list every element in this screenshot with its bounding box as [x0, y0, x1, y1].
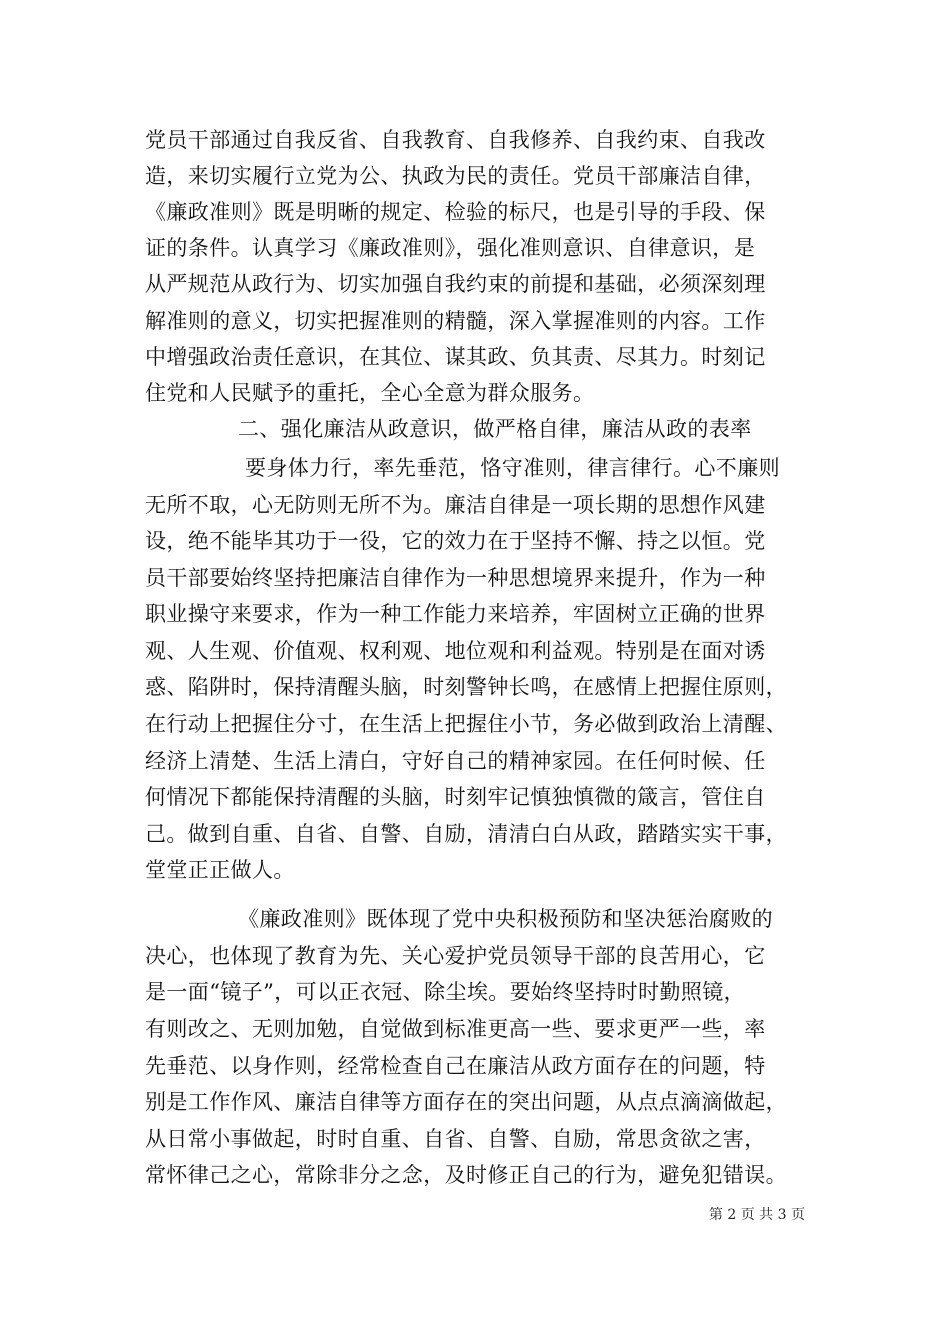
paragraph-line: 惑、陷阱时，保持清醒头脑，时刻警钟长鸣，在感情上把握住原则，: [145, 675, 787, 699]
paragraph-line: 《廉政准则》既是明晰的规定、检验的标尺，也是引导的手段、保: [145, 200, 766, 224]
paragraph-line: 员干部要始终坚持把廉洁自律作为一种思想境界来提升，作为一种: [145, 566, 766, 590]
paragraph-line: 有则改之、无则加勉，自觉做到标准更高一些、要求更严一些，率: [145, 1017, 766, 1041]
paragraph-line: 观、人生观、价值观、权利观、地位观和利益观。特别是在面对诱: [145, 639, 766, 663]
paragraph-line: 职业操守来要求，作为一种工作能力来培养，牢固树立正确的世界: [145, 602, 766, 626]
paragraph-line: 何情况下都能保持清醒的头脑，时刻牢记慎独慎微的箴言，管住自: [145, 785, 766, 809]
paragraph-line: 中增强政治责任意识，在其位、谋其政、负其责、尽其力。时刻记: [145, 345, 766, 369]
paragraph-line: 证的条件。认真学习《廉政准则》，强化准则意识、自律意识，是: [145, 236, 756, 260]
paragraph-line: 要身体力行，率先垂范，恪守准则，律言律行。心不廉则: [245, 456, 780, 480]
paragraph-line: 己。做到自重、自省、自警、自励，清清白白从政，踏踏实实干事，: [145, 822, 787, 846]
paragraph-line: 解准则的意义，切实把握准则的精髓，深入掌握准则的内容。工作: [145, 309, 766, 333]
paragraph-line: 决心，也体现了教育为先、关心爱护党员领导干部的良苦用心，它: [145, 944, 766, 968]
paragraph-line: 是一面“镜子”，可以正衣冠、除尘埃。要始终坚持时时勤照镜，: [145, 980, 746, 1004]
section-heading: 二、强化廉洁从政意识，做严格自律，廉洁从政的表率: [238, 417, 752, 441]
paragraph-line: 先垂范、以身作则，经常检查自己在廉洁从政方面存在的问题，特: [145, 1054, 766, 1078]
paragraph-line: 在行动上把握住分寸，在生活上把握住小节，务必做到政治上清醒、: [145, 712, 787, 736]
page-number: 第 2 页 共 3 页: [708, 1207, 805, 1223]
paragraph-line: 从日常小事做起，时时自重、自省、自警、自励，常思贪欲之害，: [145, 1127, 766, 1151]
paragraph-line: 《廉政准则》既体现了党中央积极预防和坚决惩治腐败的: [238, 907, 773, 931]
paragraph-line: 从严规范从政行为、切实加强自我约束的前提和基础，必须深刻理: [145, 272, 766, 296]
paragraph-line: 设，绝不能毕其功于一役，它的效力在于坚持不懈、持之以恒。党: [145, 529, 766, 553]
paragraph-line: 造，来切实履行立党为公、执政为民的责任。党员干部廉洁自律，: [145, 164, 766, 188]
paragraph-line: 常怀律己之心，常除非分之念，及时修正自己的行为，避免犯错误。: [145, 1163, 787, 1187]
paragraph-line: 经济上清楚、生活上清白，守好自己的精神家园。在任何时候、任: [145, 749, 766, 773]
paragraph-line: 别是工作作风、廉洁自律等方面存在的突出问题，从点点滴滴做起，: [145, 1090, 787, 1114]
paragraph-line: 党员干部通过自我反省、自我教育、自我修养、自我约束、自我改: [145, 128, 766, 152]
paragraph-line: 无所不取，心无防则无所不为。廉洁自律是一项长期的思想作风建: [145, 493, 766, 517]
paragraph-line: 住党和人民赋予的重托，全心全意为群众服务。: [145, 381, 595, 405]
paragraph-line: 堂堂正正做人。: [145, 858, 295, 882]
